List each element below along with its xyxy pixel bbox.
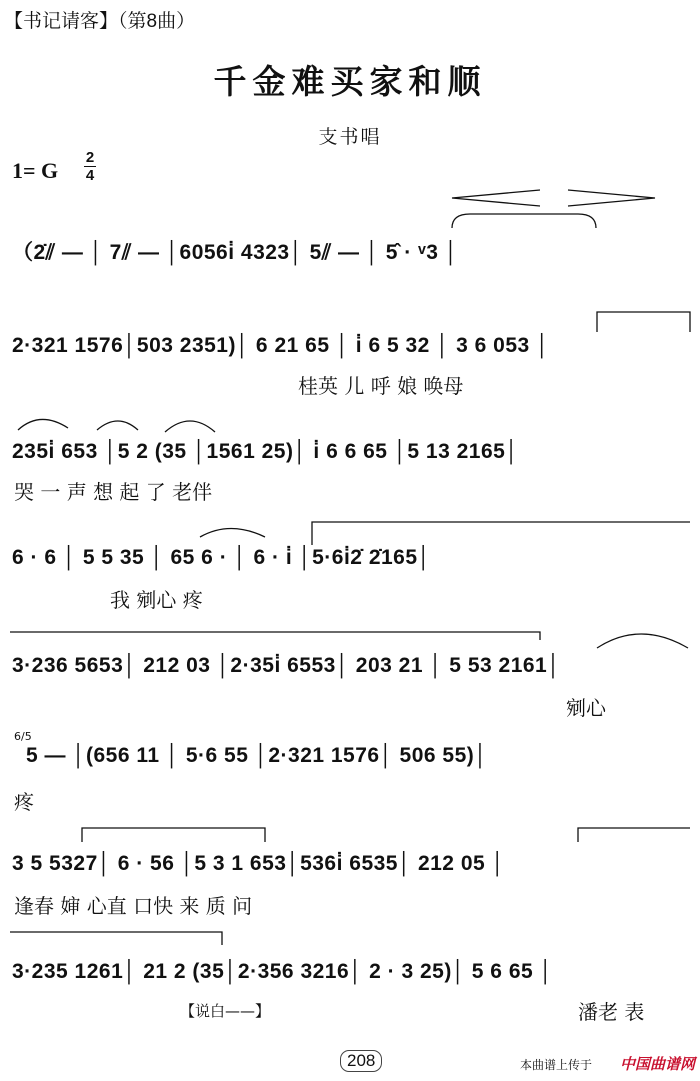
slur-mark <box>10 932 222 945</box>
page-title: 千金难买家和顺 <box>213 62 487 101</box>
page-number: 208 <box>340 1050 382 1072</box>
slur-mark <box>165 421 215 432</box>
slur-mark <box>200 529 265 538</box>
piece-tag: 【书记请客】（第8曲） <box>4 11 196 32</box>
lyric-line: 桂英 儿 呼 娘 唤母 <box>298 374 464 398</box>
slur-mark <box>578 828 690 842</box>
notation-line: 3 5 5327│ 6 · 56 │5 3 1 653│536i̇ 6535│ 212 05 │ <box>12 852 506 875</box>
slur-mark <box>82 828 265 842</box>
lyric-line: 潘老 表 <box>578 1000 645 1024</box>
notation-line: 235i̇ 653 │5 2 (35 │1561 25)│ i̇ 6 6 65 │5 13 2165│ <box>12 440 519 463</box>
notation-line: 6 · 6 │ 5 5 35 │ 65 6 · │ 6 · i̇ │5·6i̇2̇ 2̇165│ <box>12 546 432 569</box>
lyric-line: 剜心 <box>566 696 606 720</box>
notation-line: 3·236 5653│ 212 03 │2·35i̇ 6553│ 203 21 │ 5 53 2161│ <box>12 654 561 677</box>
slur-mark <box>312 522 690 545</box>
grace-note: 6/5 <box>14 730 32 743</box>
slur-mark <box>597 634 688 648</box>
lyric-line: 哭 一 声 想 起 了 老伴 <box>14 480 213 504</box>
decrescendo-hairpin <box>568 190 655 206</box>
spoken-bracket: 【说白——】 <box>180 1002 271 1020</box>
upload-credit: 本曲谱上传于 <box>520 1058 593 1072</box>
lyric-line: 逢春 婶 心直 口快 来 质 问 <box>14 894 253 918</box>
slur-mark <box>452 214 596 228</box>
time-top: 2 <box>85 149 95 166</box>
slur-mark <box>10 632 540 640</box>
notation-line: 5 — │(656 11 │ 5·6 55 │2·321 1576│ 506 55)│ <box>26 744 488 767</box>
slur-mark <box>597 312 690 332</box>
slur-mark <box>97 421 138 430</box>
slur-mark <box>18 419 68 430</box>
key-signature: 1= G <box>12 158 59 183</box>
time-bottom: 4 <box>85 167 95 184</box>
crescendo-hairpin <box>452 190 540 206</box>
singer-subtitle: 支书唱 <box>318 126 382 148</box>
notation-line: 2·321 1576│503 2351)│ 6 21 65 │ i̇ 6 5 32 │ 3 6 053 │ <box>12 334 550 357</box>
lyric-line: 我 剜心 疼 <box>110 588 203 612</box>
notation-line: 3·235 1261│ 21 2 (35│2·356 3216│ 2 · 3 25)│ 5 6 65 │ <box>12 960 554 983</box>
lyric-line: 疼 <box>14 790 34 814</box>
notation-line: （2̇⫽ — │ 7⫽ — │6056i̇ 4323│ 5⫽ — │ 5̂ · ᵛ3 │ <box>12 241 459 264</box>
site-logo[interactable]: 中国曲谱网 <box>620 1056 696 1073</box>
